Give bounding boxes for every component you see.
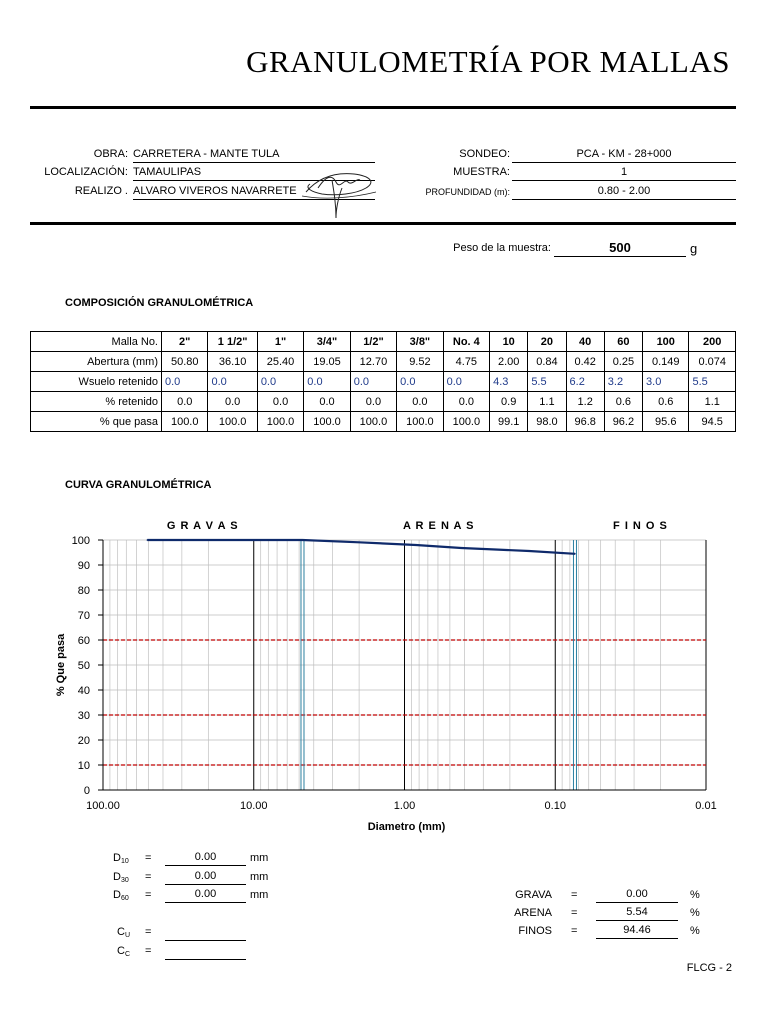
d60-eq: =	[145, 889, 152, 901]
table-cell: 94.5	[689, 412, 736, 432]
table-cell: 100.0	[397, 412, 443, 432]
table-cell: 0.0	[350, 392, 396, 412]
table-row-label: Malla No.	[31, 332, 162, 352]
cc-eq: =	[145, 945, 152, 957]
cu-eq: =	[145, 926, 152, 938]
obra-label: OBRA:	[93, 148, 128, 160]
table-cell: 0.25	[604, 352, 642, 372]
y-tick-label: 0	[83, 785, 90, 797]
table-cell: No. 4	[443, 332, 489, 352]
table-cell: 1 1/2"	[208, 332, 257, 352]
table-cell: 50.80	[162, 352, 208, 372]
data-point	[302, 539, 304, 541]
y-tick-label: 60	[77, 635, 90, 647]
table-cell: 20	[528, 332, 566, 352]
footer-code: FLCG - 2	[686, 962, 732, 974]
table-cell: 100.0	[162, 412, 208, 432]
d10-eq: =	[145, 852, 152, 864]
table-cell: 0.84	[528, 352, 566, 372]
d10-label: $D_{10}$	[113, 852, 129, 865]
localizacion-label: LOCALIZACIÓN:	[44, 166, 128, 178]
sondeo-value: PCA - KM - 28+000	[512, 148, 736, 163]
data-point	[528, 550, 530, 552]
data-point	[358, 541, 360, 543]
x-tick-label: 1.00	[393, 800, 416, 812]
x-tick-label: 10.00	[239, 800, 268, 812]
table-cell: 1.1	[528, 392, 566, 412]
table-cell: 5.5	[528, 372, 566, 392]
granulometry-table	[30, 331, 736, 432]
finos-eq: =	[571, 925, 578, 937]
y-tick-label: 90	[77, 560, 90, 572]
d30-eq: =	[145, 871, 152, 883]
y-tick-label: 100	[71, 535, 90, 547]
data-point	[460, 547, 462, 549]
table-cell: 6.2	[566, 372, 604, 392]
table-cell: 0.0	[257, 372, 303, 392]
table-row-label: Abertura (mm)	[31, 352, 162, 372]
composicion-title: COMPOSICIÓN GRANULOMÉTRICA	[65, 297, 254, 309]
table-cell: 200	[689, 332, 736, 352]
table-cell: 99.1	[490, 412, 528, 432]
y-tick-label: 30	[77, 710, 90, 722]
table-cell: 36.10	[208, 352, 257, 372]
table-cell: 60	[604, 332, 642, 352]
table-cell: 100.0	[304, 412, 350, 432]
table-cell: 10	[490, 332, 528, 352]
table-cell: 0.0	[350, 372, 396, 392]
grava-eq: =	[571, 889, 578, 901]
table-row	[31, 412, 736, 432]
d30-unit: mm	[250, 871, 269, 883]
table-cell: 0.0	[397, 392, 443, 412]
data-point	[192, 539, 194, 541]
table-cell: 3.2	[604, 372, 642, 392]
table-cell: 98.0	[528, 412, 566, 432]
arena-value: 5.54	[596, 906, 678, 921]
d60-unit: mm	[250, 889, 269, 901]
data-point	[256, 539, 258, 541]
y-tick-label: 40	[77, 685, 90, 697]
title-divider	[30, 106, 736, 109]
grava-unit: %	[690, 889, 700, 901]
table-cell: 0.6	[643, 392, 689, 412]
grava-value: 0.00	[596, 888, 678, 903]
table-cell: 4.75	[443, 352, 489, 372]
cu-value	[165, 926, 246, 941]
profundidad-value: 0.80 - 2.00	[512, 185, 736, 200]
table-cell: 96.2	[604, 412, 642, 432]
d10-value: 0.00	[165, 851, 246, 866]
zone-label: A R E N A S	[402, 520, 475, 532]
table-cell: 1"	[257, 332, 303, 352]
table-row	[31, 332, 736, 352]
table-cell: 1/2"	[350, 332, 396, 352]
d30-value: 0.00	[165, 870, 246, 885]
table-cell: 100.0	[350, 412, 396, 432]
table-cell: 0.0	[162, 392, 208, 412]
realizo-value: ALVARO VIVEROS NAVARRETE	[133, 185, 375, 200]
grading-curve-chart	[0, 505, 768, 845]
table-cell: 19.05	[304, 352, 350, 372]
table-cell: 0.42	[566, 352, 604, 372]
d10-unit: mm	[250, 852, 269, 864]
info-divider	[30, 222, 736, 225]
data-point	[415, 544, 417, 546]
table-cell: 0.0	[257, 392, 303, 412]
table-cell: 3/4"	[304, 332, 350, 352]
realizo-label: REALIZO .	[74, 185, 128, 197]
table-cell: 3/8"	[397, 332, 443, 352]
x-tick-label: 0.10	[544, 800, 566, 812]
table-cell: 0.0	[208, 392, 257, 412]
table-cell: 100.0	[443, 412, 489, 432]
y-tick-label: 20	[77, 735, 90, 747]
table-cell: 0.0	[304, 392, 350, 412]
data-point	[211, 539, 213, 541]
data-point	[169, 539, 171, 541]
finos-unit: %	[690, 925, 700, 937]
table-row	[31, 392, 736, 412]
table-cell: 0.149	[643, 352, 689, 372]
x-axis-label: Diametro (mm)	[367, 821, 446, 833]
table-cell: 4.3	[490, 372, 528, 392]
table-cell: 1.2	[566, 392, 604, 412]
table-row-label: Wsuelo retenido	[31, 372, 162, 392]
muestra-label: MUESTRA:	[453, 166, 510, 178]
cc-label: $C_C$	[117, 945, 131, 958]
page-title: GRANULOMETRÍA POR MALLAS	[246, 44, 730, 79]
sondeo-label: SONDEO:	[459, 148, 510, 160]
finos-value: 94.46	[596, 924, 678, 939]
peso-unit: g	[690, 241, 698, 256]
zone-label: F I N O S	[613, 520, 668, 532]
table-cell: 0.6	[604, 392, 642, 412]
table-cell: 3.0	[643, 372, 689, 392]
cc-value	[165, 945, 246, 960]
table-cell: 5.5	[689, 372, 736, 392]
arena-label: ARENA	[514, 907, 552, 919]
table-cell: 95.6	[643, 412, 689, 432]
table-cell: 9.52	[397, 352, 443, 372]
y-tick-label: 10	[77, 760, 90, 772]
peso-label: Peso de la muestra:	[453, 242, 551, 254]
table-cell: 1.1	[689, 392, 736, 412]
table-cell: 100.0	[257, 412, 303, 432]
obra-value: CARRETERA - MANTE TULA	[133, 148, 375, 163]
table-cell: 0.0	[304, 372, 350, 392]
curva-title: CURVA GRANULOMÉTRICA	[65, 479, 212, 491]
peso-value: 500	[554, 240, 686, 257]
table-cell: 0.0	[208, 372, 257, 392]
d60-label: $D_{60}$	[113, 889, 129, 902]
y-tick-label: 50	[77, 660, 90, 672]
cu-label: $C_U$	[117, 926, 131, 939]
y-tick-label: 70	[77, 610, 90, 622]
x-tick-label: 0.01	[695, 800, 717, 812]
finos-label: FINOS	[518, 925, 552, 937]
table-row-label: % que pasa	[31, 412, 162, 432]
table-row	[31, 372, 736, 392]
table-row-label: % retenido	[31, 392, 162, 412]
data-point	[147, 539, 149, 541]
table-cell: 2"	[162, 332, 208, 352]
d30-label: $D_{30}$	[113, 871, 129, 884]
table-cell: 40	[566, 332, 604, 352]
data-point	[237, 539, 239, 541]
table-cell: 0.074	[689, 352, 736, 372]
table-cell: 100.0	[208, 412, 257, 432]
y-tick-label: 80	[77, 585, 90, 597]
arena-unit: %	[690, 907, 700, 919]
table-cell: 96.8	[566, 412, 604, 432]
table-cell: 100	[643, 332, 689, 352]
zone-label: G R A V A S	[166, 520, 239, 532]
y-axis-label: % Que pasa	[55, 633, 67, 697]
table-cell: 0.0	[443, 392, 489, 412]
grading-curve-line	[147, 540, 575, 554]
table-cell: 25.40	[257, 352, 303, 372]
table-row	[31, 352, 736, 372]
table-cell: 2.00	[490, 352, 528, 372]
table-cell: 0.0	[162, 372, 208, 392]
data-point	[494, 549, 496, 551]
data-point	[574, 553, 576, 555]
x-tick-label: 100.00	[86, 800, 120, 812]
d60-value: 0.00	[165, 888, 246, 903]
profundidad-label: PROFUNDIDAD (m):	[425, 187, 510, 197]
table-cell: 12.70	[350, 352, 396, 372]
table-cell: 0.0	[443, 372, 489, 392]
grava-label: GRAVA	[515, 889, 552, 901]
table-cell: 0.9	[490, 392, 528, 412]
signature-image	[296, 158, 380, 222]
arena-eq: =	[571, 907, 578, 919]
table-cell: 0.0	[397, 372, 443, 392]
muestra-value: 1	[512, 166, 736, 181]
localizacion-value: TAMAULIPAS	[133, 166, 375, 181]
